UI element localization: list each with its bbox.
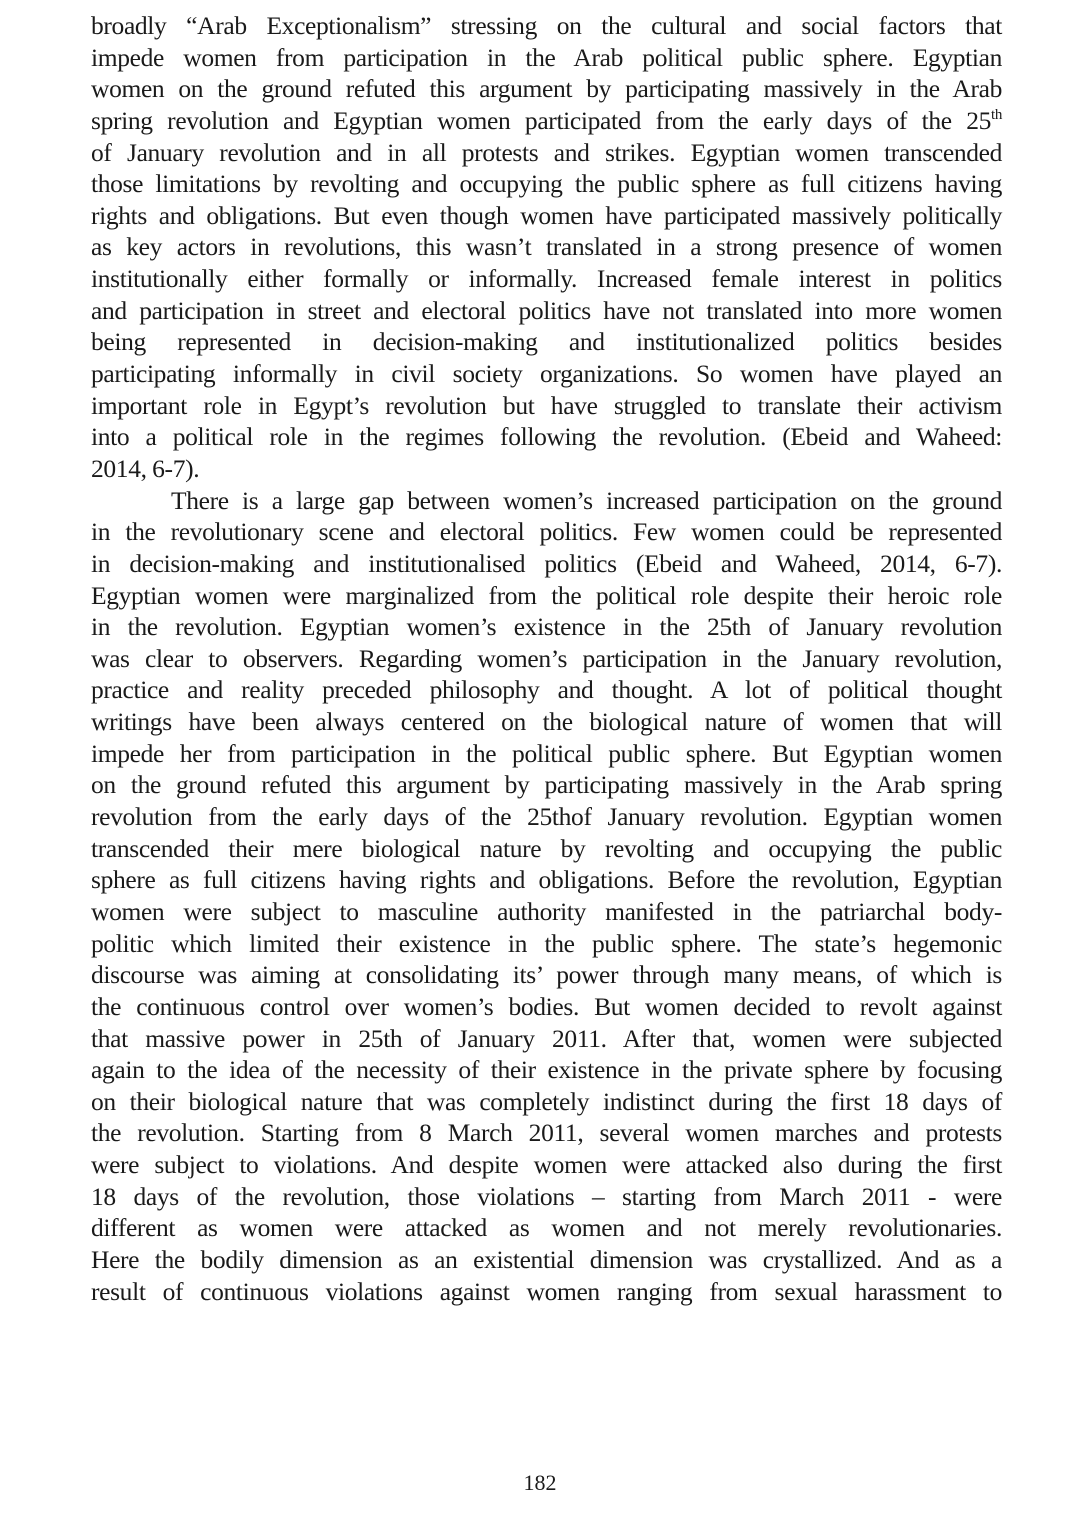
text-line: being represented in decision-making and institutionalized politics besides [91,327,1002,357]
text-line: and participation in street and electoral politics have not translated into more women [91,295,1002,325]
text-line: 2014, 6-7). [91,453,200,483]
page-number: 182 [523,1470,557,1495]
text-line: those limitations by revolting and occupying the public sphere as full citizens having [91,169,1002,199]
text-line: 18 days of the revolution, those violations – starting from March 2011 - were [91,1181,1002,1211]
text-line: in the revolutionary scene and electoral politics. Few women could be represented [91,517,1002,547]
text-line: Egyptian women were marginalized from the political role despite their heroic role [91,580,1002,610]
text-line: different as women were attacked as women and not merely revolutionaries. [91,1213,1002,1243]
text-line: politic which limited their existence in the public sphere. The state’s hegemonic [91,928,1002,958]
text-line: institutionally either formally or informally. Increased female interest in politics [91,264,1002,294]
text-line: was clear to observers. Regarding women’s participation in the January revolution, [91,643,1002,673]
text-line: discourse was aiming at consolidating its’ power through many means, of which is [91,960,1002,990]
text-line: rights and obligations. But even though women have participated massively politically [91,200,1002,230]
text-line: impede women from participation in the Arab political public sphere. Egyptian [91,42,1002,72]
text-line: transcended their mere biological nature by revolting and occupying the public [91,833,1002,863]
text-line: again to the idea of the necessity of their existence in the private sphere by focusing [91,1055,1002,1085]
text-line: result of continuous violations against women ranging from sexual harassment to [91,1276,1002,1306]
text-line: into a political role in the regimes following the revolution. (Ebeid and Waheed: [91,422,1002,452]
text-line: writings have been always centered on the biological nature of women that will [91,707,1002,737]
text-line-indented: There is a large gap between women’s increased participation on the ground [171,485,1002,515]
text-line: on their biological nature that was completely indistinct during the first 18 days of [91,1086,1002,1116]
text-line: practice and reality preceded philosophy and thought. A lot of political thought [91,675,1002,705]
body-text [91,10,1002,1371]
text-line: important role in Egypt’s revolution but have struggled to translate their activism [91,390,1002,420]
text-line: participating informally in civil society organizations. So women have played an [91,359,1002,389]
text-line: in decision-making and institutionalised politics (Ebeid and Waheed, 2014, 6-7). [91,548,1002,578]
text-line-with-superscript [91,105,1002,137]
ordinal-superscript: th [991,106,1002,123]
text-line: on the ground refuted this argument by participating massively in the Arab spring [91,770,1002,800]
text-line: of January revolution and in all protests and strikes. Egyptian women transcended [91,137,1002,167]
text-line: were subject to violations. And despite women were attacked also during the first [91,1150,1002,1180]
paragraph-1 [91,10,1002,485]
text-line: as key actors in revolutions, this wasn’t translated in a strong presence of women [91,232,1002,262]
text-line: sphere as full citizens having rights and obligations. Before the revolution, Egyptian [91,865,1002,895]
text-line: the continuous control over women’s bodies. But women decided to revolt against [91,991,1002,1021]
text-line [91,1307,1002,1339]
text-line: women on the ground refuted this argument by participating massively in the Arab [91,74,1002,104]
text-line: women were subject to masculine authority manifested in the patriarchal body- [91,896,1002,926]
text-segment: spring revolution and Egyptian women participated from the early days of the 25 [91,105,992,135]
text-line: revolution from the early days of the 25thof January revolution. Egyptian women [91,802,1002,832]
text-line: in the revolution. Egyptian women’s existence in the 25th of January revolution [91,612,1002,642]
paragraph-2 [91,485,1002,1371]
text-line: broadly “Arab Exceptionalism” stressing on the cultural and social factors that [91,11,1002,40]
text-line: that massive power in 25th of January 2011. After that, women were subjected [91,1023,1002,1053]
text-line: the revolution. Starting from 8 March 2011, several women marches and protests [91,1118,1002,1148]
text-line [91,1339,1002,1371]
text-line: impede her from participation in the political public sphere. But Egyptian women [91,738,1002,768]
text-line: Here the bodily dimension as an existential dimension was crystallized. And as a [91,1244,1002,1274]
